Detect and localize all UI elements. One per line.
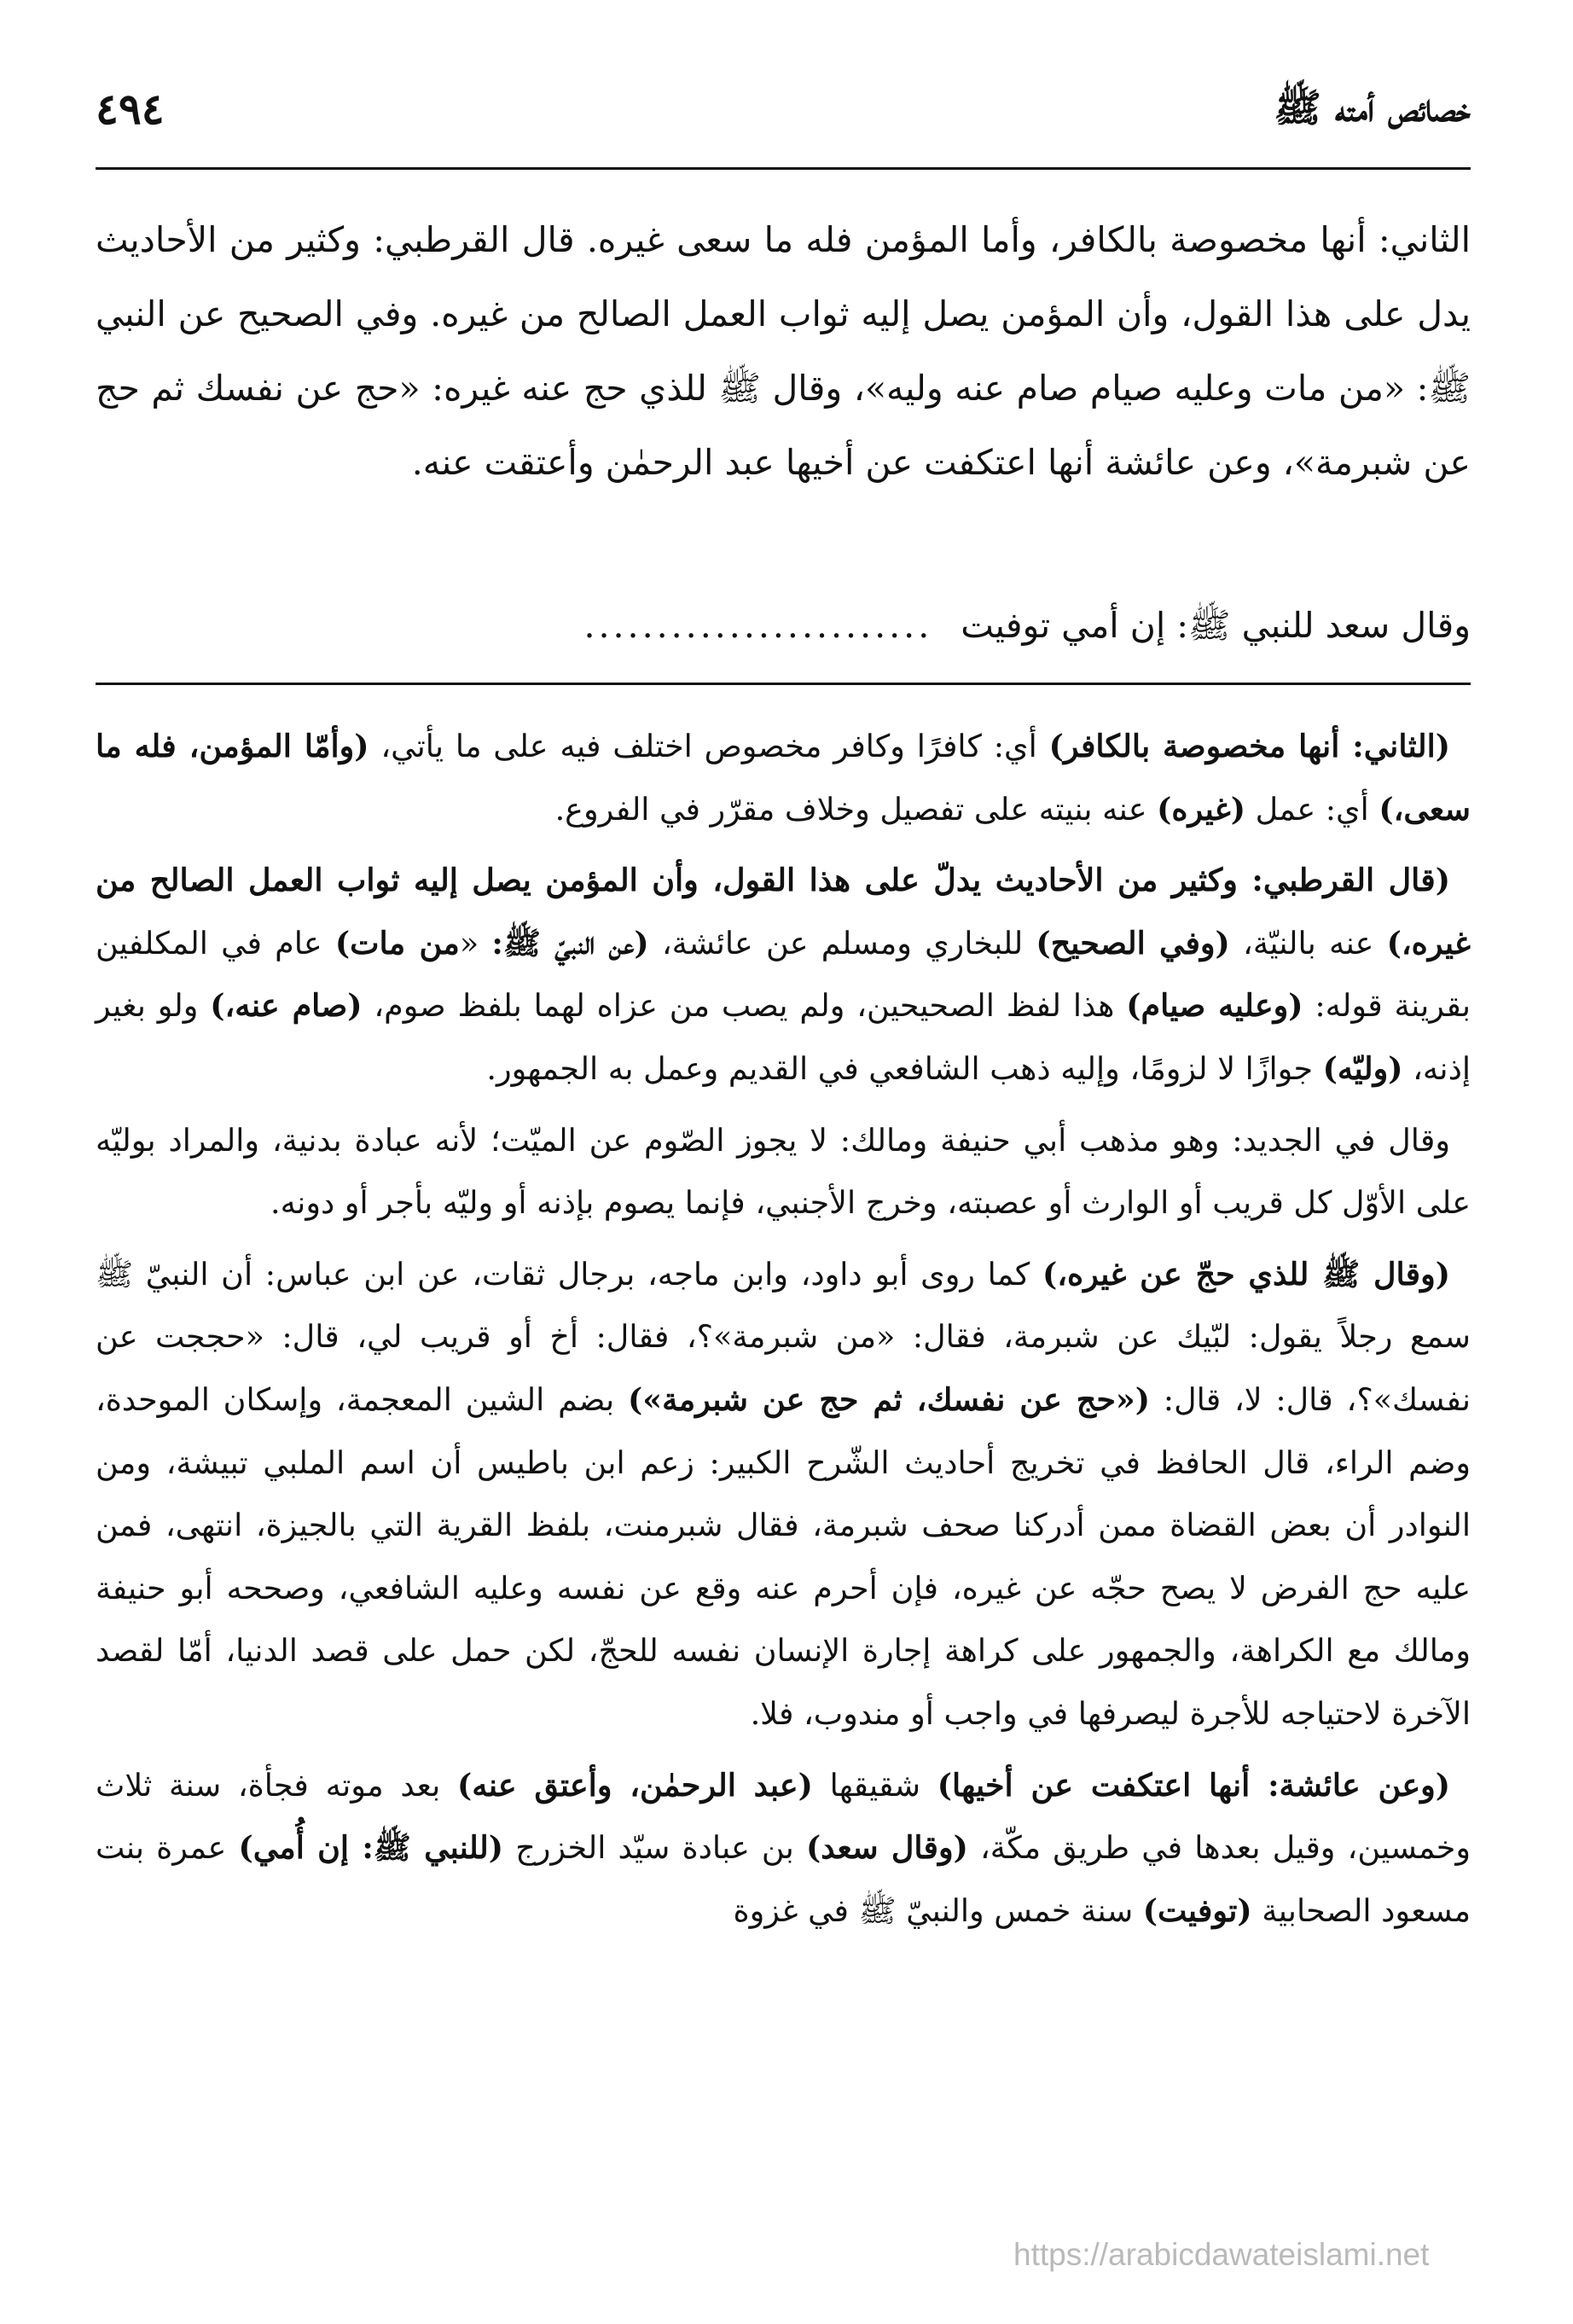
sharh-paragraph-4 xyxy=(96,1243,1471,1746)
sharh-paragraph-5 xyxy=(96,1754,1471,1943)
quoted-matn: (وقال سعد) xyxy=(806,1829,968,1867)
quoted-matn: (عن النبيّ ﷺ: xyxy=(491,924,649,962)
quoted-matn: (وفي الصحيح) xyxy=(1036,924,1230,962)
quoted-matn: (وأمّا المؤمن، فله ما سعى،) xyxy=(96,728,1471,828)
quoted-matn: (غيره) xyxy=(1157,790,1245,828)
commentary-text: كما روى أبو داود، وابن ماجه، برجال ثقات، عن ابن عباس: أن النبيّ ﷺ سمع رجلاً يقول: لبّيك عن شبرمة، فقال: «من شبرمة»؟، فقال: أخ أو قريب لي، قال: «حججت عن نفسك»؟، قال: لا، قال: xyxy=(96,1255,1471,1418)
quoted-matn: من مات) xyxy=(334,924,460,962)
commentary-text: للبخاري ومسلم عن عائشة، xyxy=(648,924,1036,962)
quoted-matn: («حج عن نفسك، ثم حج عن شبرمة») xyxy=(627,1380,1150,1418)
quoted-matn: (وعليه صيام) xyxy=(1126,987,1303,1025)
matn-paragraph: الثاني: أنها مخصوصة بالكافر، وأما المؤمن فله ما سعى غيره. قال القرطبي: وكثير من الأحاديث يدل على هذا القول، وأن المؤمن يصل إليه ثواب العمل الصالح من غيره. وفي الصحيح عن النبي ﷺ: «من مات وعليه صيام صام عنه وليه»، وقال ﷺ للذي حج عنه غيره: «حج عن نفسك ثم حج عن شبرمة»، وعن عائشة أنها اعتكفت عن أخيها عبد الرحمٰن وأعتقت عنه. xyxy=(96,219,1471,483)
quoted-matn: (عبد الرحمٰن، وأعتق عنه) xyxy=(457,1766,813,1804)
sharh-paragraph-2 xyxy=(96,849,1471,1100)
quoted-matn: (صام عنه،) xyxy=(210,987,363,1025)
running-title: خصائص أمته ﷺ xyxy=(1274,84,1471,131)
sharh-paragraph-3 xyxy=(96,1109,1471,1235)
commentary-text: شقيقها xyxy=(812,1766,937,1804)
sharh-paragraph-1 xyxy=(96,715,1471,840)
source-watermark: https://arabicdawateislami.net xyxy=(1013,2237,1430,2272)
sharh-commentary xyxy=(96,715,1471,1950)
continuation-dots: ........................ xyxy=(583,605,933,646)
commentary-text: وقال في الجديد: وهو مذهب أبي حنيفة ومالك: لا يجوز الصّوم عن الميّت؛ لأنه عبادة بدنية، والمراد بوليّه على الأوّل كل قريب أو الوارث أو عصبته، وخرج الأجنبي، فإنما يصوم بإذنه أو وليّه بأجر أو دونه. xyxy=(96,1121,1471,1222)
matn-sharh-divider xyxy=(96,683,1471,685)
commentary-text: أي: عمل xyxy=(1245,790,1379,828)
commentary-text: هذا لفظ الصحيحين، ولم يصب من عزاه لهما بلفظ صوم، xyxy=(362,987,1127,1025)
commentary-text: « xyxy=(459,924,492,962)
commentary-text: عنه بنيته على تفصيل وخلاف مقرّر في الفروع. xyxy=(554,790,1158,828)
quoted-matn: (وقال ﷺ للذي حجّ عن غيره،) xyxy=(1042,1255,1450,1293)
matn-last-line xyxy=(96,589,1471,663)
quoted-matn: (توفيت) xyxy=(1142,1891,1252,1929)
header-divider xyxy=(96,167,1471,170)
commentary-text: بضم الشين المعجمة، وإسكان الموحدة، وضم الراء، قال الحافظ في تخريج أحاديث الشّرح الكبير: زعم ابن باطيس أن اسم الملبي تبيشة، ومن النوادر أن بعض القضاة ممن أدركنا صحف شبرمة، فقال شبرمنت، بلفظ القرية التي بالجيزة، انتهى، فمن عليه حج الفرض لا يصح حجّه عن غيره، فإن أحرم عنه وقع عن نفسه وعليه الشافعي، وصححه أبو حنيفة ومالك مع الكراهة، والجمهور على كراهة إجارة الإنسان نفسه للحجّ، لكن حمل على قصد الدنيا، أمّا لقصد الآخرة لاحتياجه للأجرة ليصرفها في واجب أو مندوب، فلا. xyxy=(96,1380,1471,1732)
commentary-text: عمرة بنت مسعود الصحابية xyxy=(96,1829,1471,1929)
quoted-matn: (للنبي ﷺ: إن أُمي) xyxy=(238,1829,504,1867)
matn-last-line-text: وقال سعد للنبي ﷺ: إن أمي توفيت xyxy=(961,605,1471,646)
matn-text xyxy=(96,203,1471,500)
commentary-text: أي: كافرًا وكافر مخصوص اختلف فيه على ما يأتي، xyxy=(369,728,1049,764)
commentary-text: ولو بغير إذنه، xyxy=(96,987,1471,1087)
commentary-text: عام في المكلفين بقرينة قوله: xyxy=(96,924,1471,1025)
quoted-matn: (وليّه) xyxy=(1322,1049,1403,1087)
commentary-text: جوازًا لا لزومًا، وإليه ذهب الشافعي في القديم وعمل به الجمهور. xyxy=(486,1049,1323,1087)
running-header xyxy=(96,78,1471,152)
quoted-matn: (قال القرطبي: وكثير من الأحاديث يدلّ على هذا القول، وأن المؤمن يصل إليه ثواب العمل الصالح من غيره،) xyxy=(96,862,1471,962)
commentary-text: بعد موته فجأة، سنة ثلاث وخمسين، وقيل بعدها في طريق مكّة، xyxy=(96,1766,1471,1867)
commentary-text: بن عبادة سيّد الخزرج xyxy=(503,1829,806,1867)
commentary-text: سنة خمس والنبيّ ﷺ في غزوة xyxy=(733,1891,1143,1929)
quoted-matn: (الثاني: أنها مخصوصة بالكافر) xyxy=(1048,728,1450,764)
commentary-text: عنه بالنيّة، xyxy=(1229,924,1387,962)
page-number: ٤٩٤ xyxy=(96,84,165,134)
quoted-matn: (وعن عائشة: أنها اعتكفت عن أخيها) xyxy=(937,1766,1450,1804)
